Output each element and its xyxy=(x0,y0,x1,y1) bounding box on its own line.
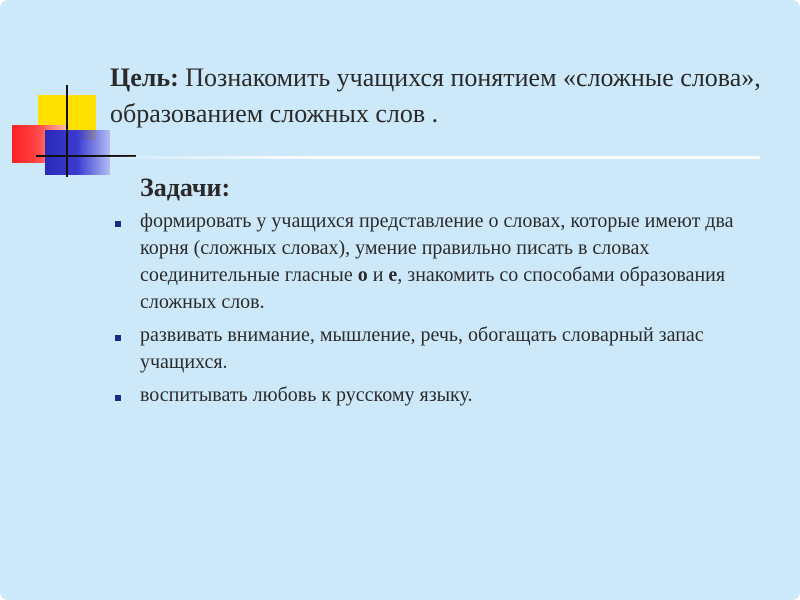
title-divider xyxy=(92,156,760,159)
vertical-line-icon xyxy=(66,85,68,177)
blue-square-icon xyxy=(45,130,110,175)
slide-title xyxy=(110,60,770,132)
task-text: , знакомить со способами образования сложных слов. xyxy=(140,264,726,313)
tasks-heading: Задачи: xyxy=(140,173,231,202)
task-text: развивать внимание, мышление, речь, обогащать словарный запас учащихся. xyxy=(140,324,704,373)
title-text: Познакомить учащихся понятием «сложные слова», образованием сложных слов . xyxy=(110,63,761,128)
list-item xyxy=(115,382,785,409)
square-bullet-icon xyxy=(115,395,121,401)
task-text: формировать у учащихся представление о словах, которые имеют два корня (сложных словах), умение правильно писать в словах соединительные гласные xyxy=(140,210,734,286)
square-bullet-icon xyxy=(115,221,121,227)
list-item xyxy=(115,322,785,376)
task-text: и xyxy=(367,264,389,286)
tasks-list xyxy=(115,208,785,415)
task-bold-vowel: о xyxy=(357,264,368,286)
task-text: воспитывать любовь к русскому языку. xyxy=(140,384,473,406)
title-label: Цель: xyxy=(110,63,179,92)
list-item xyxy=(115,208,785,316)
square-bullet-icon xyxy=(115,335,121,341)
task-bold-vowel: е xyxy=(388,264,398,286)
